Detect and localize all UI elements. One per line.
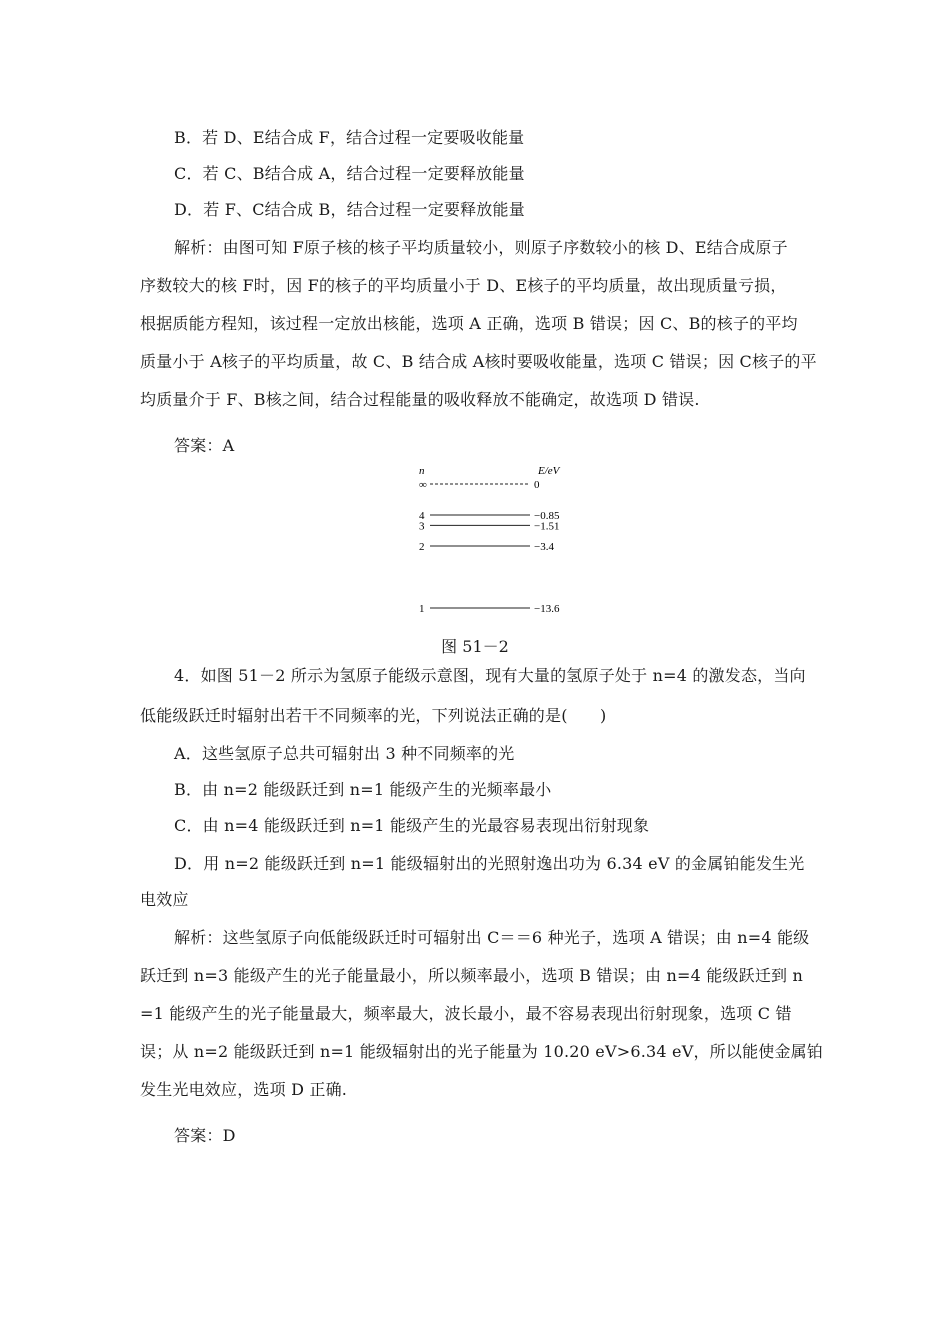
q3-option-c: C．若 C、B结合成 A，结合过程一定要释放能量 bbox=[174, 164, 525, 183]
q4-analysis-line: 跃迁到 n=3 能级产生的光子能量最小，所以频率最小，选项 B 错误；由 n=4 能级跃迁到 n bbox=[140, 966, 804, 985]
q4-answer: 答案：D bbox=[174, 1126, 236, 1145]
n-axis-label: n bbox=[419, 465, 425, 477]
level-n-label: ∞ bbox=[419, 479, 427, 491]
q3-analysis-line: 均质量介于 F、B核之间，结合过程能量的吸收释放不能确定，故选项 D 错误. bbox=[140, 390, 700, 409]
q3-answer: 答案：A bbox=[174, 436, 235, 455]
q4-option-d-cont: 电效应 bbox=[140, 890, 189, 909]
q3-analysis-line: 质量小于 A核子的平均质量，故 C、B 结合成 A核时要吸收能量，选项 C 错误；因 C核子的平 bbox=[140, 352, 817, 371]
level-n-label: 1 bbox=[419, 603, 425, 615]
q3-option-d: D．若 F、C结合成 B，结合过程一定要释放能量 bbox=[174, 200, 525, 219]
q3-option-b: B．若 D、E结合成 F，结合过程一定要吸收能量 bbox=[174, 128, 525, 147]
level-energy-label: 0 bbox=[534, 479, 540, 491]
q3-analysis-line: 序数较大的核 F时，因 F的核子的平均质量小于 D、E核子的平均质量，故出现质量亏损， bbox=[140, 276, 787, 295]
q4-analysis-line: 解析：这些氢原子向低能级跃迁时可辐射出 C＝＝6 种光子，选项 A 错误；由 n=4 能级 bbox=[174, 928, 810, 947]
q4-analysis-line: 误；从 n=2 能级跃迁到 n=1 能级辐射出的光子能量为 10.20 eV>6.34 eV，所以能使金属铂 bbox=[140, 1042, 824, 1061]
q4-option-a: A．这些氢原子总共可辐射出 3 种不同频率的光 bbox=[174, 744, 515, 763]
energy-axis-label: E/eV bbox=[538, 465, 560, 477]
level-energy-label: −1.51 bbox=[534, 520, 560, 533]
level-energy-label: −13.6 bbox=[534, 603, 560, 615]
energy-level-diagram bbox=[410, 462, 590, 622]
q4-option-d: D．用 n=2 能级跃迁到 n=1 能级辐射出的光照射逸出功为 6.34 eV 的金属铂能发生光 bbox=[174, 854, 805, 873]
q4-option-c: C．由 n=4 能级跃迁到 n=1 能级产生的光最容易表现出衍射现象 bbox=[174, 816, 650, 835]
q4-analysis-line: =1 能级产生的光子能量最大，频率最大，波长最小，最不容易表现出衍射现象，选项 C 错 bbox=[140, 1004, 792, 1023]
level-n-label: 2 bbox=[419, 541, 425, 553]
figure-caption: 图 51－2 bbox=[441, 637, 509, 656]
level-energy-label: −3.4 bbox=[534, 541, 554, 553]
level-n-label: 3 bbox=[419, 520, 425, 533]
q3-analysis-line: 根据质能方程知，该过程一定放出核能，选项 A 正确，选项 B 错误；因 C、B的核子的平均 bbox=[140, 314, 798, 333]
q4-option-b: B．由 n=2 能级跃迁到 n=1 能级产生的光频率最小 bbox=[174, 780, 552, 799]
q3-analysis-line: 解析：由图可知 F原子核的核子平均质量较小，则原子序数较小的核 D、E结合成原子 bbox=[174, 238, 788, 257]
level-energy-label: −0.85 bbox=[534, 510, 560, 522]
q4-analysis-line: 发生光电效应，选项 D 正确. bbox=[140, 1080, 348, 1099]
q4-stem-line: 4．如图 51－2 所示为氢原子能级示意图，现有大量的氢原子处于 n=4 的激发态，当向 bbox=[174, 666, 806, 685]
level-n-label: 4 bbox=[419, 510, 425, 522]
q4-stem-line: 低能级跃迁时辐射出若干不同频率的光，下列说法正确的是( ) bbox=[140, 706, 607, 725]
